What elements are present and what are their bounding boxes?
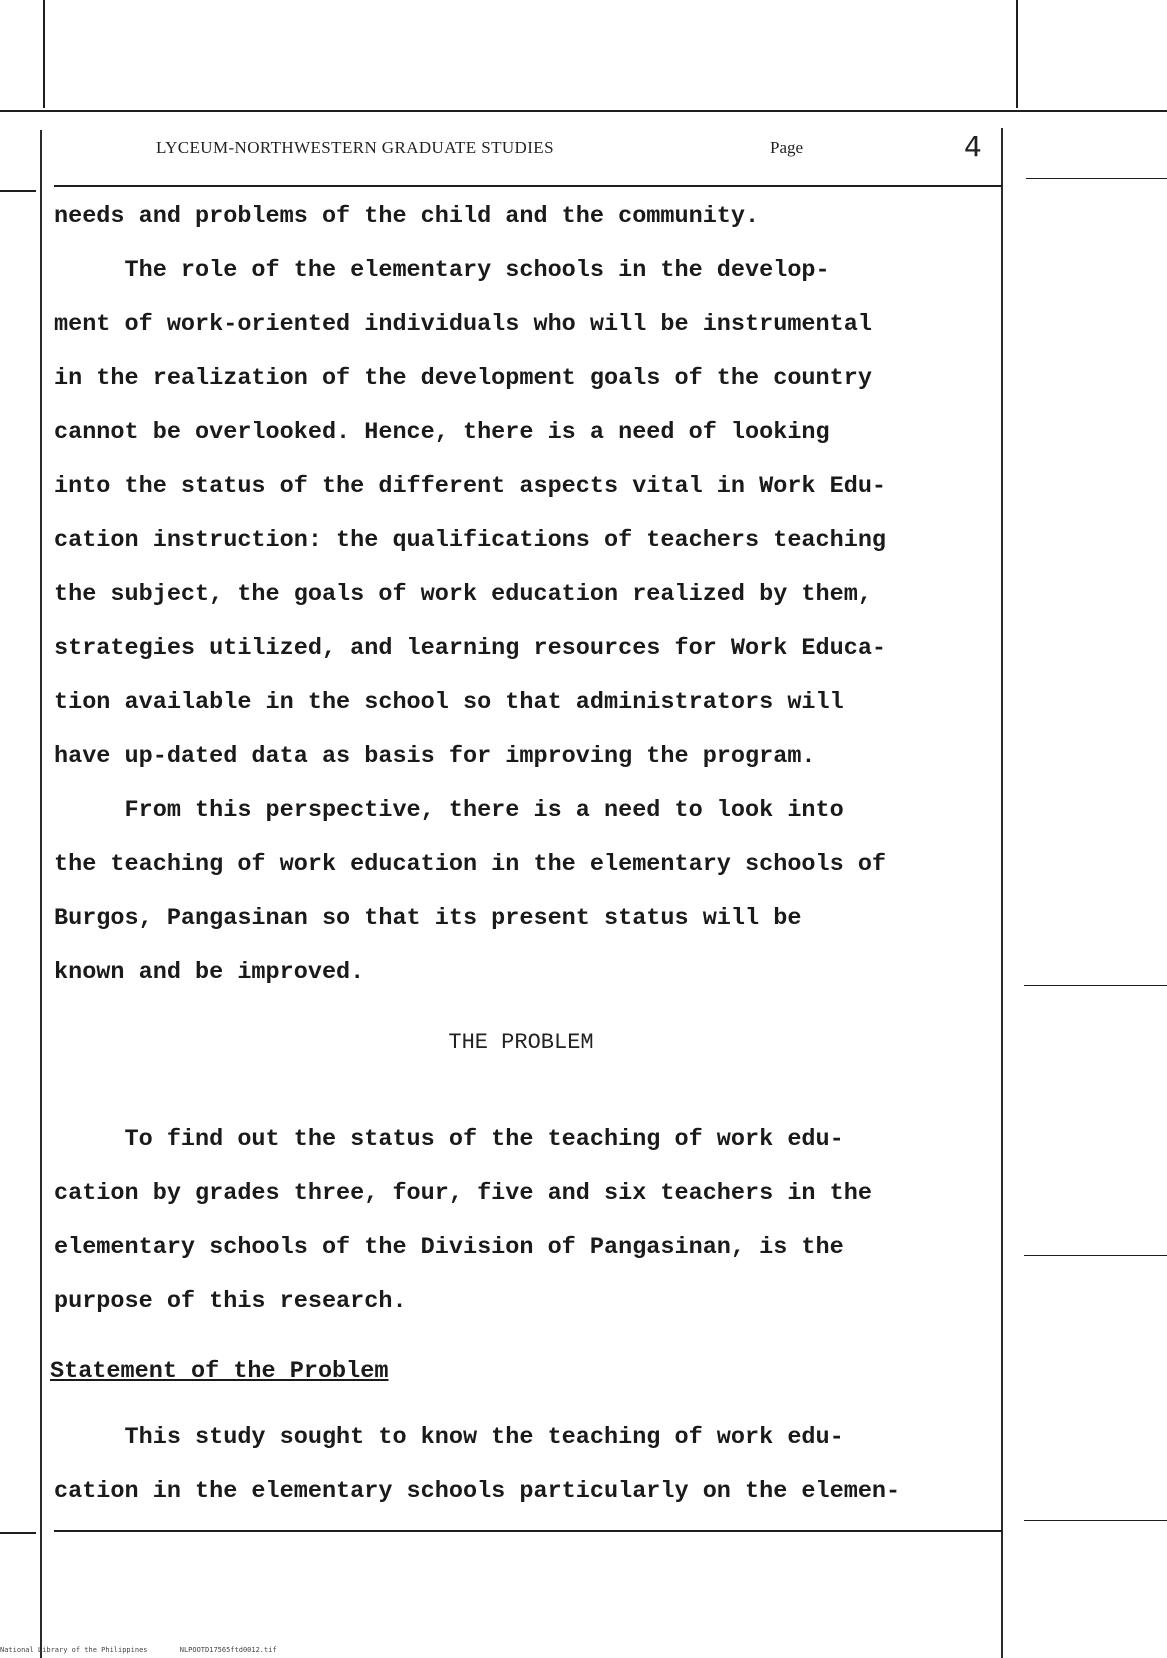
text-line: strategies utilized, and learning resources for Work Educa- xyxy=(54,635,887,662)
text-line: ment of work-oriented individuals who will be instrumental xyxy=(54,311,872,338)
right-gutter-mark-2 xyxy=(1024,985,1167,986)
text-line: This study sought to know the teaching of work edu- xyxy=(54,1424,844,1451)
section-heading-the-problem: THE PROBLEM xyxy=(448,1030,594,1055)
top-scan-rule xyxy=(0,110,1167,112)
text-line: cation in the elementary schools particularly on the elemen- xyxy=(54,1478,901,1505)
statement-paragraph xyxy=(54,1411,1002,1519)
left-gutter-mark-2 xyxy=(0,1532,36,1534)
page-header xyxy=(40,130,1002,178)
header-rule xyxy=(54,185,1002,187)
text-line: From this perspective, there is a need to look into xyxy=(54,797,844,824)
page-label: Page xyxy=(770,138,804,157)
text-line: in the realization of the development goals of the country xyxy=(54,365,872,392)
page-left-border xyxy=(40,130,42,1658)
text-line: known and be improved. xyxy=(54,959,365,986)
text-line: have up-dated data as basis for improving the program. xyxy=(54,743,816,770)
text-line: into the status of the different aspects vital in Work Edu- xyxy=(54,473,887,500)
right-gutter-mark-1 xyxy=(1026,178,1167,179)
scan-footer xyxy=(0,1646,305,1654)
left-gutter-mark-1 xyxy=(0,190,36,192)
body-text xyxy=(54,190,1002,1000)
file-name: NLPOOTD17565ftd0012.tif xyxy=(179,1646,277,1654)
page-number: 4 xyxy=(964,130,982,163)
outer-left-margin-line xyxy=(43,0,45,108)
text-line: needs and problems of the child and the community. xyxy=(54,203,760,230)
right-gutter-mark-4 xyxy=(1024,1520,1167,1521)
outer-right-margin-line xyxy=(1016,0,1018,108)
text-line: The role of the elementary schools in the develop- xyxy=(54,257,830,284)
text-line: cannot be overlooked. Hence, there is a need of looking xyxy=(54,419,830,446)
text-line: To find out the status of the teaching of work edu- xyxy=(54,1126,844,1153)
text-line: the teaching of work education in the elementary schools of xyxy=(54,851,887,878)
text-line: cation instruction: the qualifications of teachers teaching xyxy=(54,527,887,554)
footer-rule xyxy=(54,1530,1002,1532)
running-title: LYCEUM-NORTHWESTERN GRADUATE STUDIES xyxy=(156,138,554,157)
text-line: purpose of this research. xyxy=(54,1288,407,1315)
right-gutter-mark-3 xyxy=(1024,1255,1167,1256)
text-line: cation by grades three, four, five and six teachers in the xyxy=(54,1180,872,1207)
text-line: Burgos, Pangasinan so that its present status will be xyxy=(54,905,802,932)
text-line: tion available in the school so that administrators will xyxy=(54,689,844,716)
text-line: the subject, the goals of work education realized by them, xyxy=(54,581,872,608)
text-line: elementary schools of the Division of Pangasinan, is the xyxy=(54,1234,844,1261)
subheading-statement-of-the-problem: Statement of the Problem xyxy=(50,1358,389,1385)
problem-paragraph xyxy=(54,1113,1002,1329)
library-credit: National Library of the Philippines xyxy=(0,1646,148,1654)
